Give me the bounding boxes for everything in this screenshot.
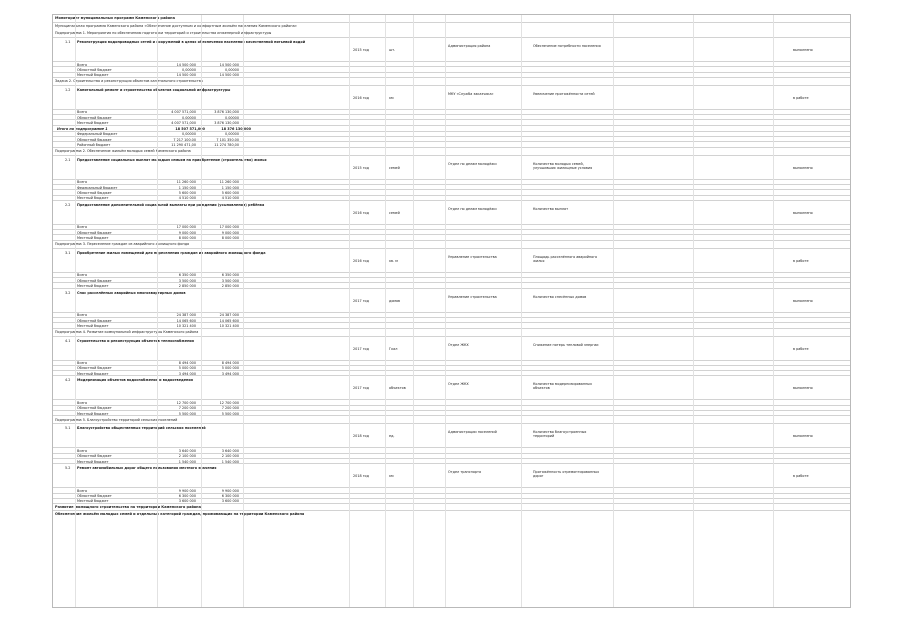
cell-label: Всего — [77, 448, 88, 453]
cell-unit: км — [389, 474, 394, 479]
cell-b: 0,00000 — [224, 115, 239, 120]
cell-text: Подпрограмма 3. Переселение граждан из аварийного жилищного фонда — [55, 242, 190, 247]
cell-org: Отдел по делам молодёжи — [448, 206, 497, 211]
cell-a: 11 260 000 — [176, 180, 196, 185]
table-row — [53, 77, 850, 85]
table-row — [53, 415, 850, 423]
cell-label: Всего — [77, 180, 88, 185]
cell-a: 0,00000 — [181, 115, 196, 120]
cell-note: выполнено — [793, 48, 813, 52]
cell-note: в работе — [793, 474, 809, 479]
cell-org: Администрации поселений — [448, 430, 497, 435]
column-gridline — [201, 15, 202, 607]
cell-org: Отдел транспорта — [448, 470, 482, 475]
cell-label: Федеральный бюджет — [77, 185, 118, 190]
cell-label: Областной бюджет — [77, 190, 112, 195]
table-row — [53, 29, 850, 37]
cell-b: 5 600 000 — [221, 190, 239, 195]
cell-org: Отдел ЖКХ — [448, 382, 469, 387]
cell-label: Местный бюджет — [77, 411, 109, 416]
cell-a: 14 065 600 — [176, 318, 196, 323]
cell-a: 10 321 400 — [176, 323, 196, 328]
cell-b: 2 100 000 — [221, 454, 239, 459]
cell-a: 12 700 000 — [176, 401, 196, 406]
cell-year: 2018 год — [353, 434, 369, 439]
cell-a: 0,00000 — [181, 67, 196, 72]
cell-code: 2.2 — [65, 202, 71, 207]
cell-b: 0,00000 — [224, 132, 239, 137]
cell-label: Местный бюджет — [77, 459, 109, 464]
cell-result: Протяжённость отремонтированных дорог — [533, 470, 600, 479]
cell-a: 4 510 000 — [178, 196, 196, 201]
cell-b: 5 500 000 — [221, 411, 239, 416]
cell-result: Площадь расселённого аварийного жилья — [533, 254, 598, 263]
cell-a: 14 500 000 — [176, 62, 196, 67]
cell-label: Всего — [77, 225, 88, 230]
cell-a: 3 600 000 — [178, 499, 196, 504]
cell-org: МКУ «Служба заказчика» — [448, 91, 494, 96]
cell-code: 4.1 — [65, 338, 71, 343]
cell-code: 1.2 — [65, 87, 71, 92]
cell-label: Районный бюджет — [77, 142, 111, 147]
column-gridline — [773, 15, 774, 607]
cell-year: 2017 год — [353, 386, 369, 391]
cell-a: 7 200 000 — [178, 406, 196, 411]
cell-label: Областной бюджет — [77, 318, 112, 323]
table-row — [53, 155, 850, 179]
cell-b: 4 510 000 — [221, 196, 239, 201]
cell-a: 6 350 000 — [178, 273, 196, 278]
section-b: Обеспечение жильём молодых семей и отдельных категорий граждан, проживающих на территории Каменского района — [55, 511, 305, 516]
cell-label: Приобретение жилых помещений для переселения граждан из аварийного жилищного фонда — [77, 250, 266, 255]
cell-a: 3 640 000 — [178, 448, 196, 453]
cell-code: 3.2 — [65, 290, 71, 295]
cell-label: Областной бюджет — [77, 67, 112, 72]
document-sheet — [52, 14, 851, 608]
column-gridline — [413, 15, 414, 607]
cell-a: 11 290 471,00 — [171, 142, 196, 147]
cell-label: Областной бюджет — [77, 115, 112, 120]
cell-label: Ремонт автомобильных дорог общего пользования местного значения — [77, 466, 217, 471]
cell-label: Всего — [77, 401, 88, 406]
document-header-row — [53, 22, 850, 29]
cell-note: в работе — [793, 258, 809, 263]
column-gridline — [75, 15, 76, 607]
column-gridline — [385, 15, 386, 607]
cell-text: Подпрограмма 1. Мероприятия по обеспечению подготовки территорий и строительства инженерной инфраструктуры — [55, 30, 272, 35]
cell-label: Областной бюджет — [77, 406, 112, 411]
cell-b: 11 260 000 — [219, 180, 239, 185]
cell-label: Областной бюджет — [77, 230, 112, 235]
cell-a: 9 000 000 — [178, 230, 196, 235]
cell-b: 24 387 000 — [219, 313, 239, 318]
cell-a: 2 850 000 — [178, 283, 196, 288]
cell-note: выполнено — [793, 165, 813, 170]
cell-b: 2 850 000 — [221, 283, 239, 288]
cell-label: Капитальный ремонт и строительство объектов социальной инфраструктуры — [77, 87, 231, 92]
cell-a: 6 300 000 — [178, 494, 196, 499]
cell-b: 18 376 130,000 — [221, 126, 251, 131]
cell-org: Отдел ЖКХ — [448, 342, 469, 347]
cell-label: Местный бюджет — [77, 236, 109, 241]
cell-year: 2017 год — [353, 298, 369, 303]
cell-text: Подпрограмма 5. Благоустройство территорий сельских поселений — [55, 417, 178, 422]
cell-b: 14 065 600 — [219, 318, 239, 323]
cell-a: 17 000 000 — [176, 225, 196, 230]
cell-label: Всего — [77, 62, 88, 67]
document-body — [53, 29, 850, 503]
cell-b: 12 700 000 — [219, 401, 239, 406]
cell-code: 1.1 — [65, 40, 71, 44]
cell-unit: км — [389, 95, 394, 100]
cell-label: Всего — [77, 110, 88, 115]
cell-label: Областной бюджет — [77, 137, 112, 142]
cell-label: Местный бюджет — [77, 283, 109, 288]
cell-label: Строительство и реконструкция объектов теплоснабжения — [77, 338, 194, 343]
cell-unit: объектов — [389, 386, 406, 391]
cell-b: 14 500 000 — [219, 73, 239, 78]
cell-text: Задача 2. Строительство и реконструкция объектов капитального строительства — [55, 79, 203, 84]
cell-year: 2016 год — [353, 210, 369, 215]
cell-b: 9 000 000 — [221, 230, 239, 235]
table-row — [53, 328, 850, 336]
cell-label: Местный бюджет — [77, 499, 109, 504]
cell-org: Управление строительства — [448, 254, 497, 259]
cell-text: Подпрограмма 2. Обеспечение жильём молодых семей Каменского района — [55, 149, 191, 154]
cell-b: 3 876 130,000 — [214, 110, 239, 115]
column-gridline — [521, 15, 522, 607]
cell-code: 5.2 — [65, 466, 71, 471]
cell-b: 3 600 000 — [221, 499, 239, 504]
cell-a: 14 500 000 — [176, 73, 196, 78]
cell-b: 3 494 000 — [221, 371, 239, 376]
cell-org: Администрация района — [448, 44, 491, 48]
column-gridline — [693, 15, 694, 607]
cell-code: 4.2 — [65, 378, 71, 383]
cell-year: 2016 год — [353, 258, 369, 263]
cell-b: 0,00000 — [224, 67, 239, 72]
cell-note: выполнено — [793, 210, 813, 215]
cell-result: Количество выплат — [533, 206, 569, 211]
cell-a: 8 000 000 — [178, 236, 196, 241]
table-row — [53, 288, 850, 312]
cell-result: Количество благоустроенных территорий — [533, 430, 587, 439]
cell-a: 3 494 000 — [178, 371, 196, 376]
cell-label: Местный бюджет — [77, 73, 109, 78]
cell-a: 5 000 000 — [178, 366, 196, 371]
cell-a: 4 007 571,000 — [171, 110, 196, 115]
cell-label: Федеральный бюджет — [77, 132, 118, 137]
cell-org: Управление строительства — [448, 294, 497, 299]
cell-b: 1 150 000 — [221, 185, 239, 190]
cell-a: 5 600 000 — [178, 190, 196, 195]
table-row — [53, 147, 850, 155]
document-title-row — [53, 15, 850, 22]
table-row — [53, 37, 850, 61]
cell-code: 2.1 — [65, 157, 71, 162]
cell-a: 8 494 000 — [178, 361, 196, 366]
column-gridline — [157, 15, 158, 607]
cell-year: 2017 год — [353, 346, 369, 351]
cell-text: Подпрограмма 4. Развитие коммунальной инфраструктуры Каменского района — [55, 330, 199, 335]
table-row — [53, 463, 850, 487]
cell-note: выполнено — [793, 434, 813, 439]
column-gridline — [613, 15, 614, 607]
cell-label: Всего — [77, 361, 88, 366]
cell-b: 1 540 000 — [221, 459, 239, 464]
cell-b: 11 274 780,00 — [214, 142, 239, 147]
cell-label: Местный бюджет — [77, 196, 109, 201]
table-row — [53, 85, 850, 109]
cell-year: 2015 год — [353, 165, 369, 170]
cell-text: Итого по подпрограмме 1 — [57, 126, 108, 131]
cell-label: Областной бюджет — [77, 278, 112, 283]
cell-a: 5 500 000 — [178, 411, 196, 416]
cell-unit: шт. — [389, 48, 396, 52]
cell-label: Реконструкция водопроводных сетей и сооружений в целях обеспечения населения качественной питьевой водой — [77, 40, 306, 44]
cell-org: Отдел по делам молодёжи — [448, 161, 497, 166]
cell-year: 2016 год — [353, 95, 369, 100]
table-row — [53, 336, 850, 360]
cell-b: 6 300 000 — [221, 494, 239, 499]
cell-code: 3.1 — [65, 250, 71, 255]
cell-label: Местный бюджет — [77, 323, 109, 328]
cell-label: Областной бюджет — [77, 454, 112, 459]
cell-a: 0,00000 — [181, 132, 196, 137]
table-row — [53, 423, 850, 447]
cell-year: 2015 год — [353, 48, 369, 52]
cell-a: 1 150 000 — [178, 185, 196, 190]
cell-a: 9 900 000 — [178, 488, 196, 493]
section-a-row — [53, 503, 850, 510]
cell-unit: кв. м — [389, 258, 398, 263]
cell-b: 8 000 000 — [221, 236, 239, 241]
cell-label: Предоставление дополнительной социальной выплаты при рождении (усыновлении) ребёнка — [77, 202, 265, 207]
cell-note: выполнено — [793, 386, 813, 391]
cell-a: 18 507 571,000 — [175, 126, 205, 131]
cell-unit: семей — [389, 210, 400, 215]
cell-label: Местный бюджет — [77, 121, 109, 126]
cell-b: 14 500 000 — [219, 62, 239, 67]
column-gridline — [243, 15, 244, 607]
cell-unit: Гкал — [389, 346, 398, 351]
cell-b: 3 876 130,000 — [214, 121, 239, 126]
cell-a: 1 540 000 — [178, 459, 196, 464]
cell-unit: домов — [389, 298, 401, 303]
cell-b: 17 000 000 — [219, 225, 239, 230]
cell-result: Количество модернизированных объектов — [533, 382, 592, 391]
table-row — [53, 375, 850, 399]
cell-b: 5 000 000 — [221, 366, 239, 371]
column-gridline — [349, 15, 350, 607]
cell-code: 5.1 — [65, 426, 71, 431]
cell-result: Обеспечение потребности населения — [533, 44, 601, 48]
cell-b: 9 900 000 — [221, 488, 239, 493]
cell-b: 6 350 000 — [221, 273, 239, 278]
cell-label: Предоставление социальных выплат молодым семьям на приобретение (строительство) жилья — [77, 157, 267, 162]
cell-result: Снижение потерь тепловой энергии — [533, 342, 599, 347]
cell-b: 3 500 000 — [221, 278, 239, 283]
cell-a: 3 500 000 — [178, 278, 196, 283]
column-gridline — [445, 15, 446, 607]
cell-result: Увеличение протяжённости сетей — [533, 91, 595, 96]
section-b-row — [53, 510, 850, 517]
table-row — [53, 248, 850, 272]
cell-year: 2018 год — [353, 474, 369, 479]
cell-b: 10 321 400 — [219, 323, 239, 328]
cell-label: Всего — [77, 313, 88, 318]
cell-label: Местный бюджет — [77, 371, 109, 376]
cell-label: Всего — [77, 273, 88, 278]
section-a: Развитие жилищного строительства на территории Каменского района — [55, 504, 201, 509]
cell-b: 3 640 000 — [221, 448, 239, 453]
cell-unit: ед. — [389, 434, 395, 439]
cell-label: Благоустройство общественных территорий сельских поселений — [77, 426, 206, 431]
cell-label: Областной бюджет — [77, 366, 112, 371]
cell-label: Снос расселённых аварийных многоквартирных домов — [77, 290, 186, 295]
cell-b: 8 494 000 — [221, 361, 239, 366]
cell-a: 7 217 100,00 — [173, 137, 196, 142]
cell-note: в работе — [793, 346, 809, 351]
cell-unit: семей — [389, 165, 400, 170]
cell-a: 24 387 000 — [176, 313, 196, 318]
document-header: Муниципальная программа Каменского района «Обеспечение доступным и комфортным жильём населения Каменского района» — [55, 23, 297, 28]
cell-label: Областной бюджет — [77, 494, 112, 499]
cell-label: Всего — [77, 488, 88, 493]
cell-b: 7 101 350,00 — [216, 137, 239, 142]
cell-a: 4 007 571,000 — [171, 121, 196, 126]
table-row — [53, 200, 850, 224]
cell-result: Количество молодых семей, улучшивших жилищные условия — [533, 161, 593, 170]
cell-a: 2 100 000 — [178, 454, 196, 459]
cell-note: в работе — [793, 95, 809, 100]
document-title: Мониторинг муниципальных программ Каменского района — [55, 15, 175, 20]
cell-note: выполнено — [793, 298, 813, 303]
cell-result: Количество снесённых домов — [533, 294, 587, 299]
cell-label: Модернизация объектов водоснабжения и водоотведения — [77, 378, 193, 383]
table-row — [53, 240, 850, 248]
cell-b: 7 200 000 — [221, 406, 239, 411]
